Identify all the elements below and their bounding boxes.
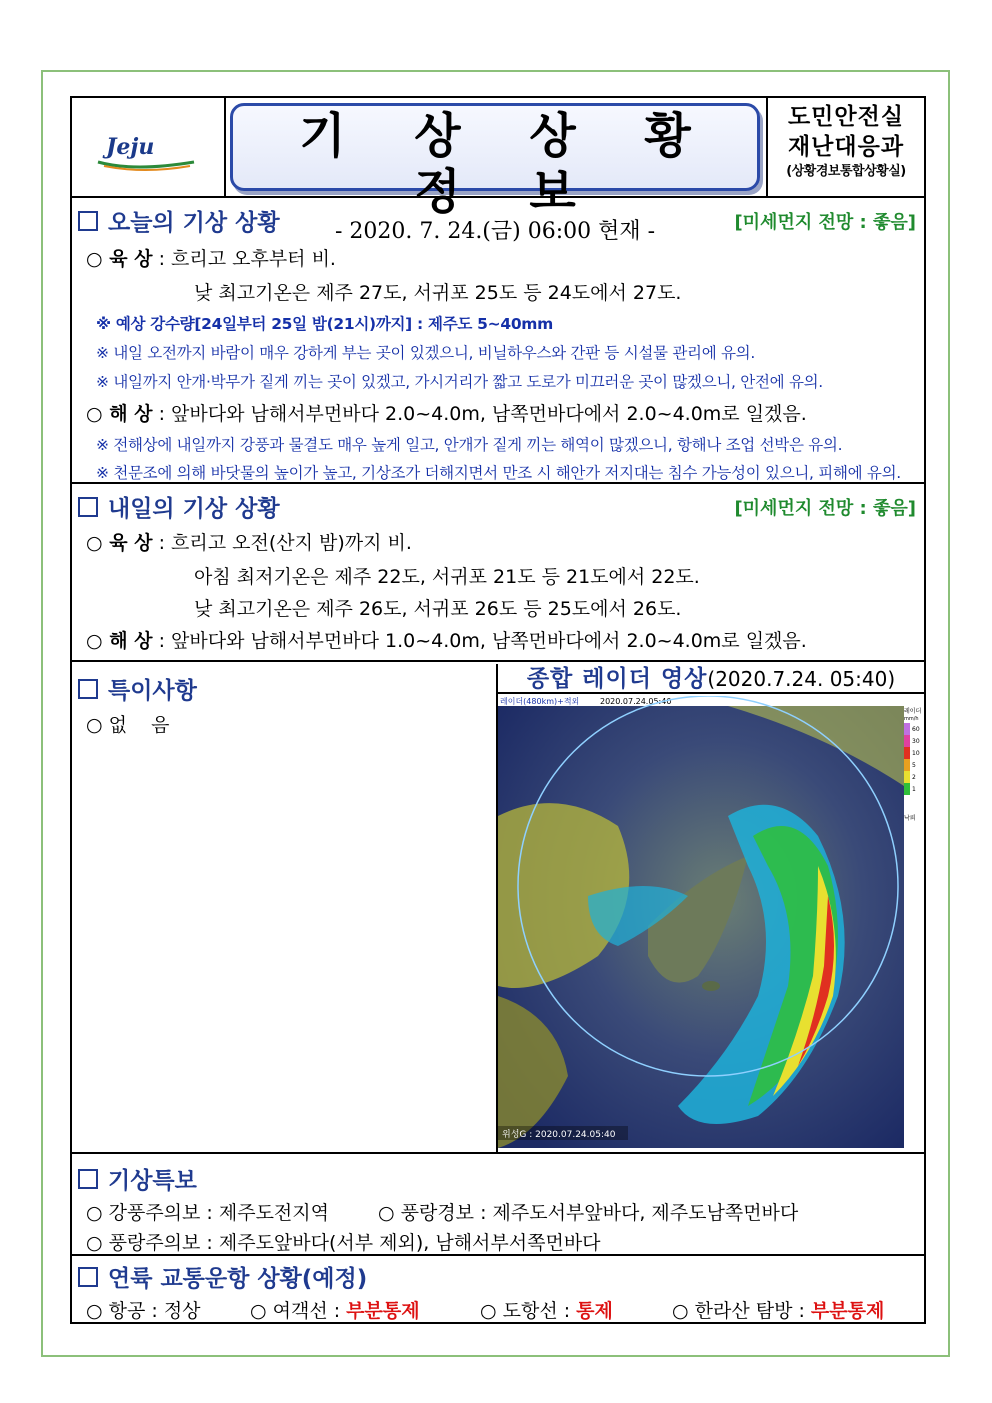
legend-step: 10	[904, 747, 924, 759]
traffic-air: ○ 항공 : 정상	[86, 1300, 201, 1322]
special-heading: 특이사항	[78, 672, 197, 705]
today-note-rain: ※ 예상 강수량[24일부터 25일 밤(21시)까지] : 제주도 5~40mm	[96, 315, 553, 333]
air-status: 정상	[163, 1300, 201, 1322]
checkbox-icon	[78, 679, 98, 699]
special-item: ○ 없 음	[86, 714, 170, 736]
warning-wave: ○ 풍랑경보 : 제주도서부앞바다, 제주도남쪽먼바다	[378, 1202, 799, 1224]
dept-division: 재난대응과	[787, 134, 905, 160]
jeju-logo-icon	[94, 132, 204, 172]
tomorrow-heading: 내일의 기상 상황	[78, 490, 280, 523]
radar-image	[498, 696, 904, 1148]
dept-name: 도민안전실	[787, 104, 905, 130]
today-land: ○ 육 상 : 흐리고 오후부터 비.	[86, 248, 336, 270]
today-land-temp: 낮 최고기온은 제주 27도, 서귀포 25도 등 24도에서 27도.	[194, 282, 682, 304]
today-heading: 오늘의 기상 상황	[78, 204, 280, 237]
radar-caption-top: 레이더(480km)+적외	[500, 697, 580, 706]
dept-room: (상황경보통합상황실)	[786, 164, 906, 179]
logo-text: Jeju	[106, 134, 155, 160]
legend-step: 30	[904, 735, 924, 747]
radar-title: 종합 레이더 영상(2020.7.24. 05:40)	[498, 664, 924, 694]
today-note-wind: ※ 내일 오전까지 바람이 매우 강하게 부는 곳이 있겠으니, 비닐하우스와 간판 등 시설물 관리에 유의.	[96, 344, 755, 362]
traffic-island-ferry: ○ 도항선 : 통제	[480, 1300, 613, 1322]
department	[766, 98, 924, 196]
tomorrow-sea: ○ 해 상 : 앞바다와 남해서부먼바다 1.0~4.0m, 남쪽먼바다에서 2.0~4.0m로 일겠음.	[86, 630, 807, 652]
checkbox-icon	[78, 211, 98, 231]
legend-step: 2	[904, 771, 924, 783]
page-title: 기 상 상 황 정 보	[299, 108, 717, 220]
checkbox-icon	[78, 497, 98, 517]
today-note-sea: ※ 전해상에 내일까지 강풍과 물결도 매우 높게 일고, 안개가 짙게 끼는 해역이 많겠으니, 항해나 조업 선박은 유의.	[96, 436, 843, 454]
special-radar-section	[72, 664, 924, 1154]
radar-panel	[496, 664, 924, 1154]
warning-wave-advisory: ○ 풍랑주의보 : 제주도앞바다(서부 제외), 남해서부서쪽먼바다	[86, 1232, 601, 1254]
checkbox-icon	[78, 1169, 98, 1189]
tomorrow-section	[72, 486, 924, 662]
tomorrow-min-temp: 아침 최저기온은 제주 22도, 서귀포 21도 등 21도에서 22도.	[194, 566, 700, 588]
tomorrow-dust: [미세먼지 전망 : 좋음]	[734, 498, 916, 519]
warning-wind-advisory: ○ 강풍주의보 : 제주도전지역	[86, 1202, 329, 1224]
traffic-section	[72, 1258, 924, 1322]
legend-step: 5	[904, 759, 924, 771]
hallasan-status: 부분통제	[810, 1300, 885, 1322]
today-dust: [미세먼지 전망 : 좋음]	[734, 212, 916, 233]
legend-unit: mm/h	[904, 716, 919, 722]
legend-lightning: 낙뢰	[904, 815, 916, 822]
warnings-section	[72, 1156, 924, 1256]
radar-caption-bottom: 위성G : 2020.07.24.05:40	[502, 1130, 616, 1140]
checkbox-icon	[78, 1267, 98, 1287]
island-ferry-status: 통제	[576, 1300, 613, 1322]
ferry-status: 부분통제	[346, 1300, 420, 1322]
jeju-logo	[72, 98, 226, 196]
legend-scale	[904, 723, 924, 795]
today-section	[72, 198, 924, 484]
weather-report	[70, 96, 926, 1324]
traffic-heading: 연륙 교통운항 상황(예정)	[78, 1260, 367, 1293]
radar-legend	[904, 706, 924, 1146]
title-box	[230, 103, 760, 244]
tomorrow-land: ○ 육 상 : 흐리고 오전(산지 밤)까지 비.	[86, 532, 412, 554]
today-note-fog: ※ 내일까지 안개·박무가 짙게 끼는 곳이 있겠고, 가시거리가 짧고 도로가 미끄러운 곳이 많겠으니, 안전에 유의.	[96, 373, 823, 391]
legend-title: 레이더	[904, 708, 922, 715]
traffic-hallasan: ○ 한라산 탐방 : 부분통제	[672, 1300, 885, 1322]
traffic-ferry: ○ 여객선 : 부분통제	[250, 1300, 420, 1322]
radar-caption-time: 2020.07.24.05:40	[600, 697, 672, 706]
report-datetime: - 2020. 7. 24.(금) 06:00 현재 -	[334, 219, 656, 244]
legend-step: 1	[904, 783, 924, 795]
tomorrow-max-temp: 낮 최고기온은 제주 26도, 서귀포 26도 등 25도에서 26도.	[194, 598, 682, 620]
today-note-tide: ※ 천문조에 의해 바닷물의 높이가 높고, 기상조가 더해지면서 만조 시 해안가 저지대는 침수 가능성이 있으니, 피해에 유의.	[96, 464, 901, 482]
warnings-heading: 기상특보	[78, 1162, 197, 1195]
today-sea: ○ 해 상 : 앞바다와 남해서부먼바다 2.0~4.0m, 남쪽먼바다에서 2.0~4.0m로 일겠음.	[86, 403, 807, 425]
legend-step: 60	[904, 723, 924, 735]
